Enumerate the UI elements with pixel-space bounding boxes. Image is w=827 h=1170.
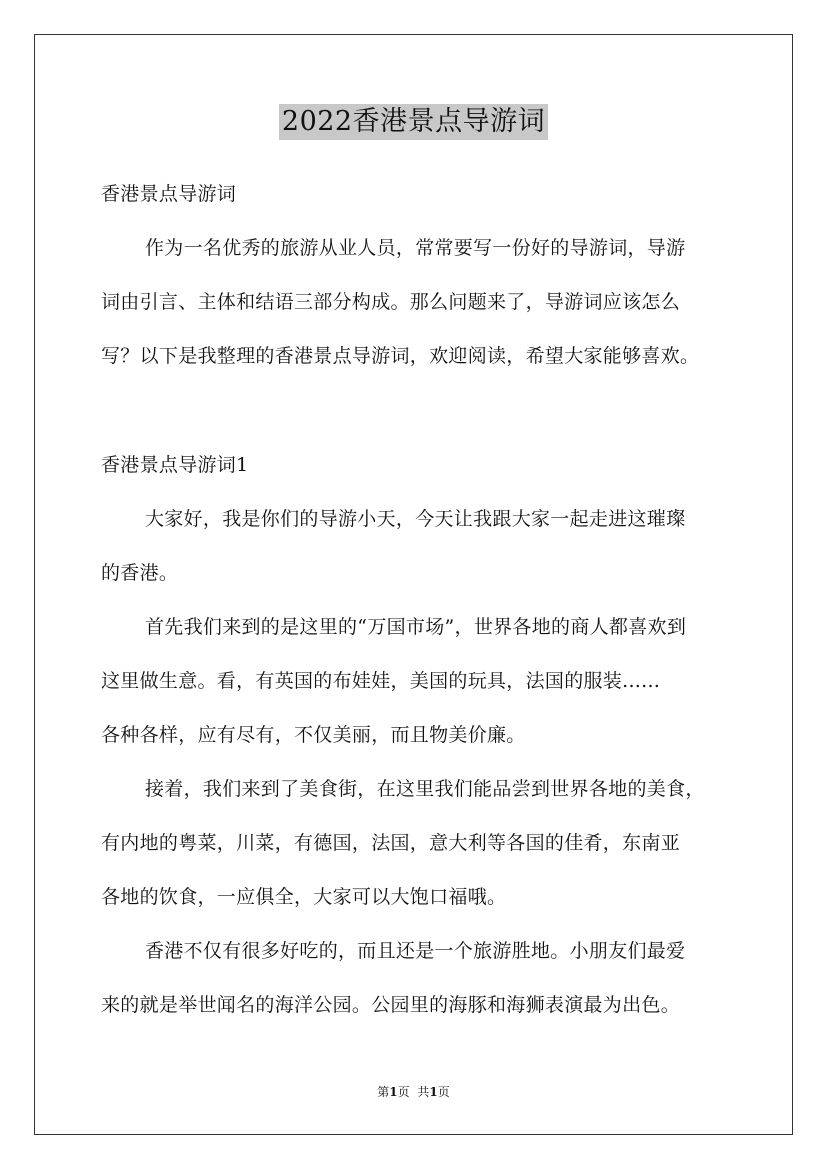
page-number-suffix: 页 xyxy=(397,1085,410,1099)
subsection-heading: 香港景点导游词1 xyxy=(101,454,249,476)
paragraph-3-line-1: 接着，我们来到了美食街，在这里我们能品尝到世界各地的美食， xyxy=(145,778,705,800)
page-number-prefix: 第 xyxy=(377,1085,390,1099)
section-heading: 香港景点导游词 xyxy=(101,183,237,205)
title-container xyxy=(0,104,827,140)
total-pages-prefix: 共 xyxy=(417,1085,430,1099)
page-footer xyxy=(0,1084,827,1100)
paragraph-2-line-3: 各种各样，应有尽有，不仅美丽，而且物美价廉。 xyxy=(101,724,526,746)
total-pages: 1 xyxy=(429,1085,438,1099)
paragraph-2-line-2: 这里做生意。看，有英国的布娃娃，美国的玩具，法国的服装...... xyxy=(101,670,661,692)
intro-line-1: 作为一名优秀的旅游从业人员，常常要写一份好的导游词，导游 xyxy=(145,237,686,259)
total-pages-suffix: 页 xyxy=(437,1085,450,1099)
paragraph-3-line-2: 有内地的粤菜，川菜，有德国，法国，意大利等各国的佳肴，东南亚 xyxy=(101,832,681,854)
paragraph-3-line-3: 各地的饮食，一应俱全，大家可以大饱口福哦。 xyxy=(101,886,507,908)
paragraph-1-line-2: 的香港。 xyxy=(101,562,179,584)
intro-line-3: 写？以下是我整理的香港景点导游词，欢迎阅读，希望大家能够喜欢。 xyxy=(101,345,700,367)
document-title: 2022香港景点导游词 xyxy=(279,104,548,140)
intro-line-2: 词由引言、主体和结语三部分构成。那么问题来了，导游词应该怎么 xyxy=(101,291,681,313)
paragraph-4-line-1: 香港不仅有很多好吃的，而且还是一个旅游胜地。小朋友们最爱 xyxy=(145,940,686,962)
paragraph-2-line-1: 首先我们来到的是这里的“万国市场”，世界各地的商人都喜欢到 xyxy=(145,616,687,638)
paragraph-1-line-1: 大家好，我是你们的导游小天，今天让我跟大家一起走进这璀璨 xyxy=(145,508,686,530)
page-number: 1 xyxy=(389,1085,398,1099)
paragraph-4-line-2: 来的就是举世闻名的海洋公园。公园里的海豚和海狮表演最为出色。 xyxy=(101,994,681,1016)
